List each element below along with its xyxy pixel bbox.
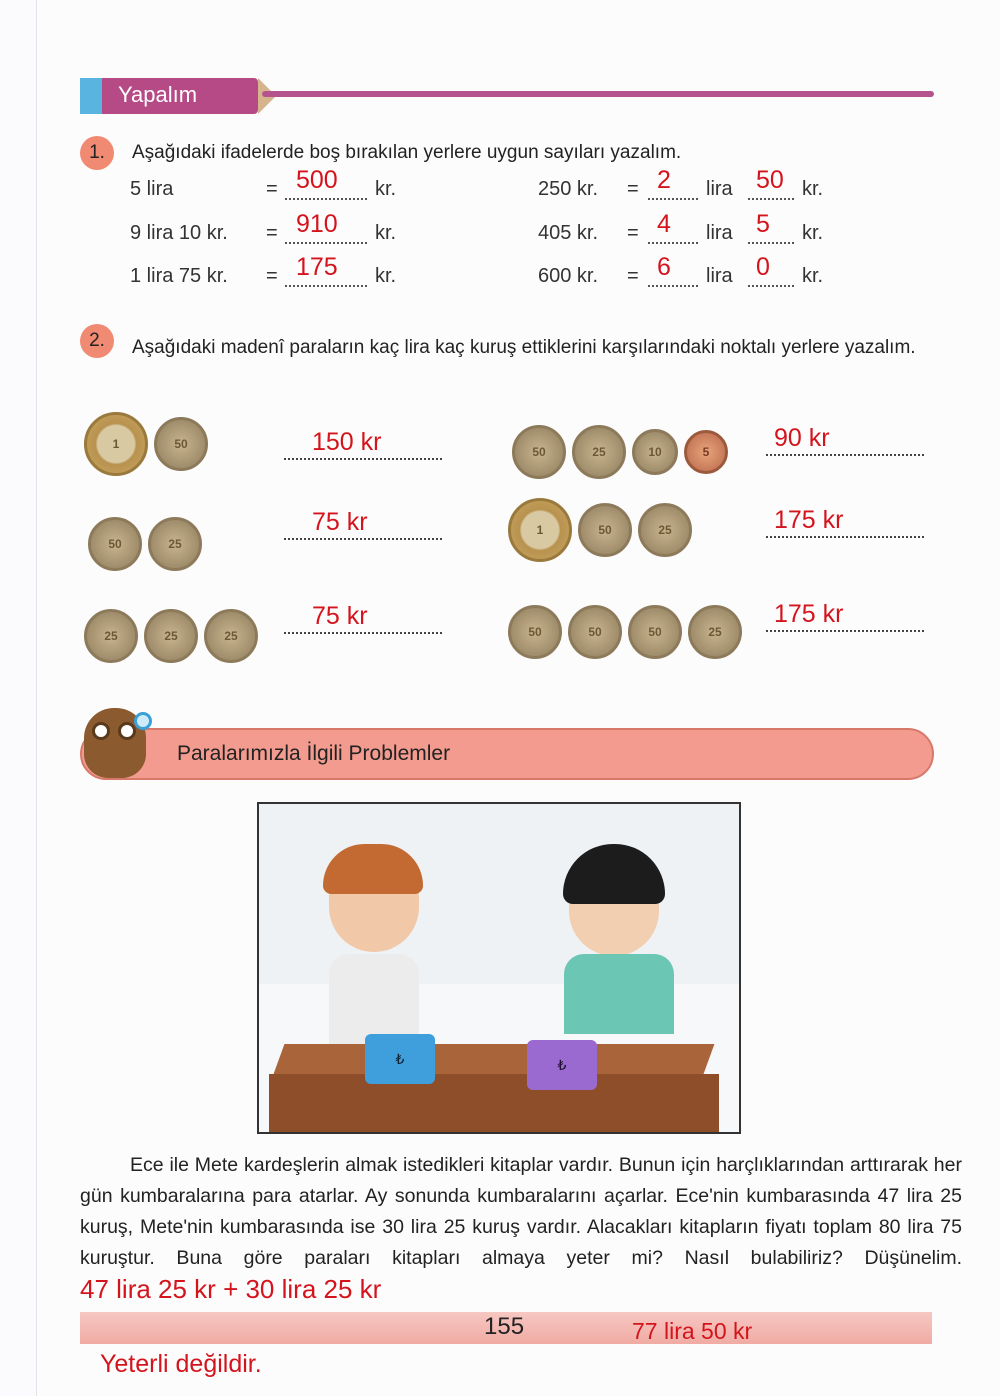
coin-50-icon: 50 <box>508 605 562 659</box>
table <box>274 1044 715 1074</box>
coin-1-icon: 1 <box>508 498 572 562</box>
coin-total-answer: 75 kr <box>312 508 368 536</box>
kr-answer: 50 <box>756 166 784 194</box>
q2-text: Aşağıdaki madenî paraların kaç lira kaç kuruş ettiklerini karşılarındaki noktalı yerlere yazalım. <box>132 337 916 358</box>
answer-line[interactable] <box>284 458 442 460</box>
coin-50-icon: 50 <box>578 503 632 557</box>
unit: kr. <box>375 178 397 200</box>
coin-50-icon: 50 <box>512 425 566 479</box>
equals: = <box>627 265 639 287</box>
coin-10-icon: 10 <box>632 429 678 475</box>
unit: kr. <box>802 265 824 287</box>
coin-total-answer: 90 kr <box>774 424 830 452</box>
coin-25-icon: 25 <box>144 609 198 663</box>
coin-25-icon: 25 <box>148 517 202 571</box>
expression: 9 lira 10 kr. <box>130 222 228 244</box>
lira-answer: 4 <box>657 210 671 238</box>
expression: 5 lira <box>130 178 174 200</box>
question-number: 1. <box>80 136 114 170</box>
coin-50-icon: 50 <box>568 605 622 659</box>
coin-total-answer: 175 kr <box>774 506 844 534</box>
equals: = <box>266 178 278 200</box>
unit: kr. <box>375 265 397 287</box>
answer-value: 500 <box>296 166 338 194</box>
section-tab <box>80 78 258 114</box>
equals: = <box>266 222 278 244</box>
expression: 405 kr. <box>538 222 599 244</box>
unit: kr. <box>375 222 397 244</box>
lira-blank[interactable] <box>648 269 698 287</box>
coin-total-answer: 75 kr <box>312 602 368 630</box>
kr-answer: 5 <box>756 210 770 238</box>
answer-line[interactable] <box>766 630 924 632</box>
lira-blank[interactable] <box>648 226 698 244</box>
answer-conclusion: Yeterli değildir. <box>100 1350 262 1378</box>
coin-25-icon: 25 <box>638 503 692 557</box>
answer-line[interactable] <box>766 536 924 538</box>
coin-total-answer: 175 kr <box>774 600 844 628</box>
coin-5-icon: 5 <box>684 430 728 474</box>
section-banner <box>80 728 934 780</box>
expression: 600 kr. <box>538 265 599 287</box>
coin-1-icon: 1 <box>84 412 148 476</box>
lira-answer: 2 <box>657 166 671 194</box>
answer-line[interactable] <box>766 454 924 456</box>
coin-25-icon: 25 <box>204 609 258 663</box>
banner-title: Paralarımızla İlgili Problemler <box>177 742 451 765</box>
answer-value: 910 <box>296 210 338 238</box>
equals: = <box>627 178 639 200</box>
coin-25-icon: 25 <box>572 425 626 479</box>
question-text: Aşağıdaki ifadelerde boş bırakılan yerlere uygun sayıları yazalım. <box>132 142 682 163</box>
page-number: 155 <box>484 1313 525 1340</box>
question-text <box>132 330 934 365</box>
lira-answer: 6 <box>657 253 671 281</box>
piggy-bank-blue: ₺ <box>365 1034 435 1084</box>
problem-paragraph <box>80 1150 962 1308</box>
divider <box>262 91 934 97</box>
coin-25-icon: 25 <box>688 605 742 659</box>
section-tab-label: Yapalım <box>118 82 198 107</box>
paragraph-text: Ece ile Mete kardeşlerin almak istedikleri kitaplar vardır. Bunun için harçlıklarından arttırarak her gün kumbaralarına para atarlar. Ay sonunda kumbaralarını açarlar. Ece'nin kumbarasında 47 lira 25 kuruş, Mete'nin kumbarasında ise 30 lira 25 kuruş vardır. Alacakları kitapların fiyatı toplam 80 lira 75 kuruştur. Buna göre paraları kitapları almaya yeter mi? Nasıl bulabiliriz? Düşünelim. <box>80 1154 962 1269</box>
answer-line[interactable] <box>284 538 442 540</box>
coin-50-icon: 50 <box>88 517 142 571</box>
coin-total-answer: 150 kr <box>312 428 382 456</box>
equals: = <box>266 265 278 287</box>
kr-blank[interactable] <box>748 226 794 244</box>
piggy-bank-purple: ₺ <box>527 1040 597 1090</box>
expression: 1 lira 75 kr. <box>130 265 228 287</box>
lira-label: lira <box>706 265 733 287</box>
answer-total: 77 lira 50 kr <box>632 1318 753 1344</box>
kr-blank[interactable] <box>748 269 794 287</box>
lira-label: lira <box>706 178 733 200</box>
answer-value: 175 <box>296 253 338 281</box>
lira-blank[interactable] <box>648 182 698 200</box>
unit: kr. <box>802 222 824 244</box>
coin-25-icon: 25 <box>84 609 138 663</box>
coin-50-icon: 50 <box>628 605 682 659</box>
illustration-children-piggy-banks <box>257 802 741 1134</box>
lira-label: lira <box>706 222 733 244</box>
expression: 250 kr. <box>538 178 599 200</box>
owl-mascot-icon <box>84 708 146 778</box>
answer-sum: 47 lira 25 kr + 30 lira 25 kr <box>80 1274 382 1304</box>
answer-line[interactable] <box>284 632 442 634</box>
question-number: 2. <box>80 324 114 358</box>
coin-50-icon: 50 <box>154 417 208 471</box>
unit: kr. <box>802 178 824 200</box>
equals: = <box>627 222 639 244</box>
kr-answer: 0 <box>756 253 770 281</box>
